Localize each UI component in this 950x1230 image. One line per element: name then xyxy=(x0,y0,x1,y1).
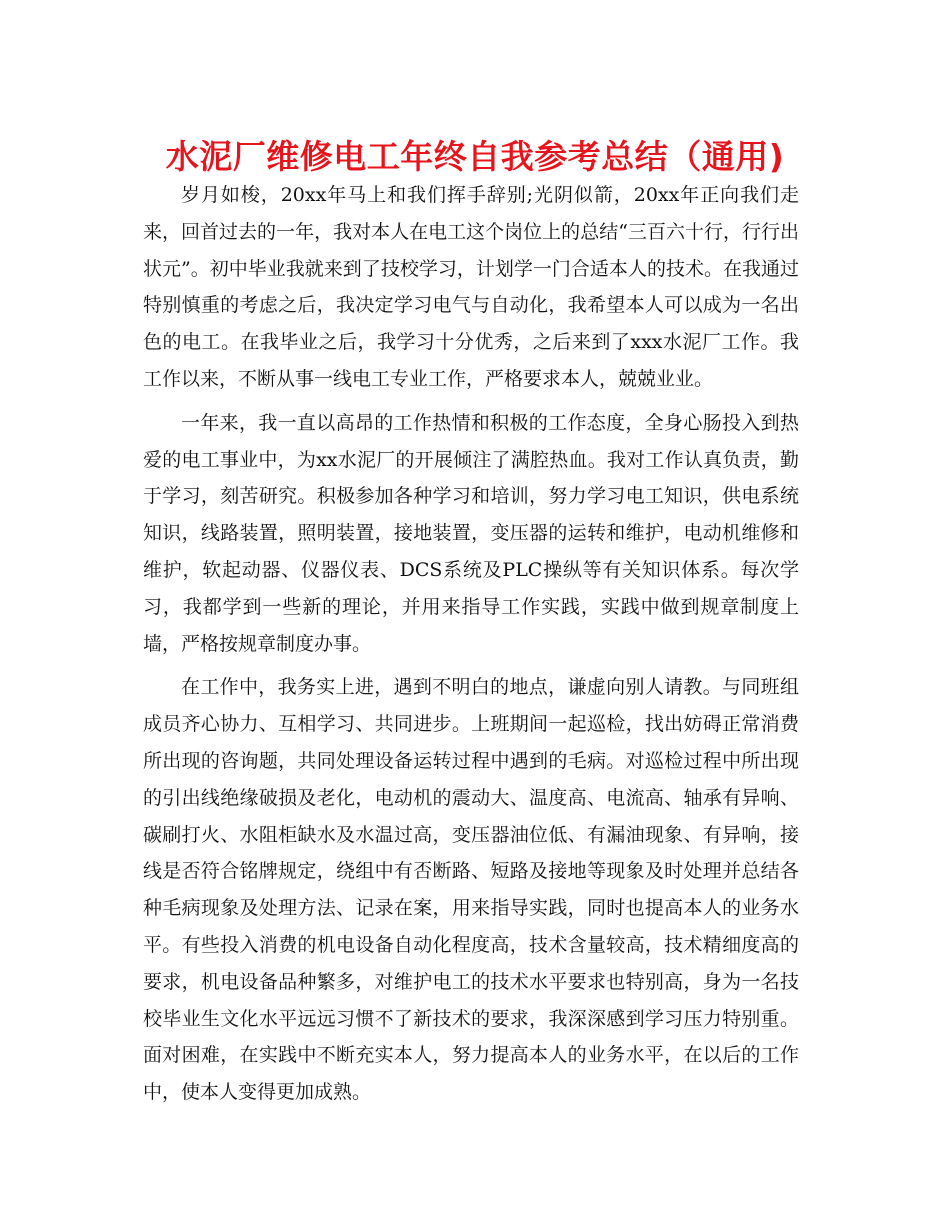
paragraph-3: 在工作中，我务实上进，遇到不明白的地点，谦虚向别人请教。与同班组成员齐心协力、互相学习、共同进步。上班期间一起巡检，找出妨碍正常消费所出现的咨询题，共同处理设备运转过程中遇到的毛病。对巡检过程中所出现的引出线绝缘破损及老化，电动机的震动大、温度高、电流高、轴承有异响、碳刷打火、水阻柜缺水及水温过高，变压器油位低、有漏油现象、有异响，接线是否符合铭牌规定，绕组中有否断路、短路及接地等现象及时处理并总结各种毛病现象及处理方法、记录在案，用来指导实践，同时也提高本人的业务水平。有些投入消费的机电设备自动化程度高，技术含量较高，技术精细度高的要求，机电设备品种繁多，对维护电工的技术水平要求也特别高，身为一名技校毕业生文化水平远远习惯不了新技术的要求，我深深感到学习压力特别重。面对困难，在实践中不断充实本人，努力提高本人的业务水平，在以后的工作中，使本人变得更加成熟。 xyxy=(143,676,799,1104)
paragraph-1: 岁月如梭，20xx年马上和我们挥手辞别;光阴似箭，20xx年正向我们走来，回首过去的一年，我对本人在电工这个岗位上的总结“三百六十行，行行出状元”。初中毕业我就来到了技校学习，计划学一门合适本人的技术。在我通过特别慎重的考虑之后，我决定学习电气与自动化，我希望本人可以成为一名出色的电工。在我毕业之后，我学习十分优秀，之后来到了xxx水泥厂工作。我工作以来，不断从事一线电工专业工作，严格要求本人，兢兢业业。 xyxy=(143,184,799,390)
paragraph-2: 一年来，我一直以高昂的工作热情和积极的工作态度，全身心肠投入到热爱的电工事业中，为xx水泥厂的开展倾注了满腔热血。我对工作认真负责，勤于学习，刻苦研究。积极参加各种学习和培训，努力学习电工知识，供电系统知识，线路装置，照明装置，接地装置，变压器的运转和维护，电动机维修和维护，软起动器、仪器仪表、DCS系统及PLC操纵等有关知识体系。每次学习，我都学到一些新的理论，并用来指导工作实践，实践中做到规章制度上墙，严格按规章制度办事。 xyxy=(143,411,799,655)
document-body xyxy=(143,177,799,1111)
document-title: 水泥厂维修电工年终自我参考总结（通用) xyxy=(165,137,785,176)
